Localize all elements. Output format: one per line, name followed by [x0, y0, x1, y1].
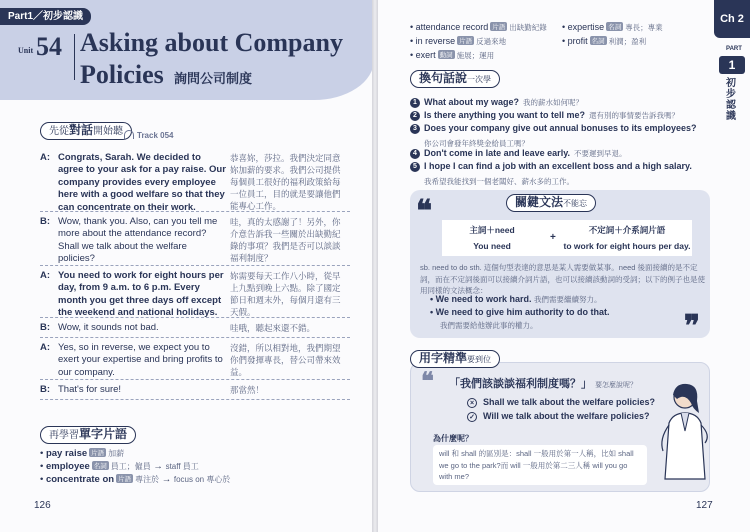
pos-tag: 片語 — [91, 450, 105, 457]
pattern-row-1: You need — [473, 241, 511, 251]
grammar-box — [410, 190, 710, 343]
dialog-line — [40, 340, 350, 380]
unit-number: 54 — [36, 32, 62, 61]
vocab-item: • concentrate on 片語 專注於 → focus on 專心於 — [40, 474, 231, 485]
tip-option-text: Will we talk about the welfare policies? — [483, 411, 650, 421]
audio-track[interactable] — [124, 130, 173, 140]
cross-icon: × — [467, 398, 477, 408]
side-part-zh: 初步認識 — [726, 78, 736, 122]
example-en: We need to work hard. — [435, 294, 532, 304]
why-explanation: will 和 shall 的區別是：shall 一般用於第一人稱，比如 shall we go to the park?而 will 一般用於第二三人稱 will you go with me? — [433, 445, 647, 485]
alt-en: Does your company give out annual bonuses to its employees? — [424, 123, 697, 133]
alt-zh: 你公司會發年終獎金給員工嗎？ — [424, 139, 529, 148]
grammar-section-suffix: 不能忘 — [563, 199, 588, 208]
tip-section-pill — [410, 350, 500, 368]
tip-section-suffix: 要到位 — [467, 355, 492, 364]
pattern-head-2: 不定詞＋介系詞片語 — [588, 225, 666, 235]
vocab-related: staff 員工 — [165, 462, 199, 471]
vocab-item: • employee 名詞 員工；僱員 → staff 員工 — [40, 461, 199, 472]
dialog-line — [40, 382, 350, 400]
speaker: B: — [40, 322, 51, 333]
quote-close-icon: ❞ — [683, 310, 700, 343]
vocab-meaning: 專長；專業 — [625, 23, 663, 32]
vocab-meaning: 出缺勤紀錄 — [509, 23, 547, 32]
unit-label: Unit — [18, 46, 34, 55]
dialog-section-pill — [40, 122, 132, 140]
alt-en: Is there anything you want to tell me? — [424, 110, 586, 120]
vocab-word: concentrate on — [45, 474, 115, 485]
vocab-related: focus on 專心於 — [173, 475, 231, 484]
dialog-line — [40, 320, 350, 338]
pattern-head-1: 主詞＋need — [469, 225, 515, 235]
unit-title-zh: 詢問公司制度 — [174, 71, 253, 86]
part-tab: Part1／初步認識 — [0, 8, 91, 25]
plus-sign: + — [550, 232, 556, 243]
vocab-item: • profit 名詞 利潤；盈利 — [562, 36, 647, 46]
dialog-en: Congrats, Sarah. We decided to agree to your ask for a pay raise. Our company provides every employee here with a good welfare so that they can concentrate on their work. — [58, 152, 226, 213]
alt-en: I hope I can find a job with an excellent boss and a high salary. — [424, 161, 692, 171]
tip-section-emph: 用字精準 — [419, 351, 468, 365]
example-zh: 我們需要繼續努力。 — [534, 295, 602, 304]
vocab-meaning: 反過來地 — [476, 37, 507, 46]
dialog-en: You need to work for eight hours per day, from 9 a.m. to 6 p.m. Every month you get three days off except the weekend and national holidays. — [58, 270, 224, 319]
vocab-item: • pay raise 片語 加薪 — [40, 448, 125, 459]
alt-section-suffix: 一次學 — [467, 75, 492, 84]
grammar-example: • We need to work hard. 我們需要繼續努力。 — [430, 294, 602, 304]
dialog-line — [40, 268, 350, 318]
left-page — [0, 0, 374, 532]
pattern-row-2: to work for eight hours per day. — [563, 241, 691, 251]
quote-icon: ❝ — [421, 369, 434, 395]
vocab-section-pill — [40, 426, 136, 444]
alt-section-emph: 換句話說 — [419, 71, 468, 85]
unit-title-line1: Asking about Company — [80, 28, 343, 57]
dialog-line — [40, 150, 350, 212]
tip-question-text: 「我們該談談福利制度嗎？」 — [449, 378, 592, 390]
pos-tag: 名詞 — [608, 24, 622, 31]
grammar-example: • We need to give him authority to do that. — [430, 307, 610, 317]
vocab-word: exert — [415, 50, 436, 60]
dialog-section-emph: 對話 — [69, 123, 94, 137]
dialog-zh: 恭喜妳，莎拉。我們決定同意妳加薪的要求。我們公司提供每個員工很好的福利政策給每一位員工，目的就是要讓他們能專心工作。 — [230, 153, 341, 211]
grammar-section-pill — [506, 194, 596, 212]
dialog-zh: 哇，真的太感謝了！另外，你介意告訴我一些關於出缺勤紀錄的事項？我們是否可以談談福利制度？ — [230, 217, 341, 263]
vocab-meaning: 施展；運用 — [456, 51, 495, 60]
speaker: A: — [40, 342, 51, 353]
alt-en: What about my wage? — [424, 97, 520, 107]
check-icon: ✓ — [467, 412, 477, 422]
dialog-section-prefix: 先從 — [49, 126, 69, 137]
side-part-number: 1 — [719, 56, 745, 74]
pos-tag: 名詞 — [93, 463, 107, 470]
speaker: A: — [40, 152, 51, 163]
headphone-icon — [124, 130, 134, 139]
example-en: We need to give him authority to do that. — [435, 307, 610, 317]
vocab-word: profit — [567, 36, 588, 46]
why-label: 為什麼呢？ — [433, 434, 473, 443]
alt-expression — [410, 156, 710, 187]
pos-tag: 動詞 — [439, 52, 453, 59]
pos-tag: 名詞 — [591, 38, 605, 45]
dialog-line — [40, 214, 350, 266]
dialog-en: Yes, so in reverse, we expect you to exert your expertise and bring profits to our company. — [58, 342, 223, 378]
tip-question-hint: 要怎麼說呢？ — [595, 382, 638, 389]
grammar-explanation: sb. need to do sth. 這個句型表達的意思是某人需要做某事。need 後面接續的是不定詞，而在不定詞後面可以接續介詞片語，也可以接續該動詞的受詞；以下的例子也是使用同樣的文法概念： — [420, 263, 705, 295]
alt-zh: 我的薪水如何呢？ — [523, 98, 584, 107]
pos-tag: 片語 — [492, 24, 506, 31]
example-zh: 我們需要給他辦此事的權力。 — [440, 321, 538, 330]
vocab-item: • expertise 名詞 專長；專業 — [562, 22, 663, 32]
alt-section-pill — [410, 70, 500, 88]
alt-zh: 我希望我能找到一個老闆好、薪水多的工作。 — [424, 177, 574, 186]
track-label: Track 054 — [137, 131, 174, 140]
pos-tag: 片語 — [118, 476, 132, 483]
alt-en: Don't come in late and leave early. — [424, 148, 571, 158]
vocab-word: employee — [45, 461, 90, 472]
vocab-section-emph: 單字片語 — [79, 427, 128, 441]
vocab-item: • exert 動詞 施展；運用 — [410, 50, 495, 60]
item-number: 5 — [410, 162, 420, 172]
item-number: 2 — [410, 111, 420, 121]
dialog-en: Wow, thank you. Also, can you tell me more about the attendance record? Shall we talk about the welfare policies? — [58, 216, 218, 265]
item-number: 1 — [410, 98, 420, 108]
page-number-right: 127 — [696, 500, 713, 511]
speaker: B: — [40, 216, 51, 227]
vocab-meaning: 利潤；盈利 — [608, 37, 647, 46]
pos-tag: 片語 — [459, 38, 473, 45]
tip-option-correct — [467, 411, 649, 422]
vocab-meaning: 專注於 — [135, 475, 160, 484]
unit-title-line2: Policies — [80, 60, 164, 89]
grammar-section-emph: 關鍵文法 — [515, 195, 564, 209]
vocab-section-prefix: 再學習 — [49, 430, 79, 441]
vocab-word: attendance record — [415, 22, 489, 32]
tip-box — [410, 362, 710, 492]
item-number: 3 — [410, 124, 420, 134]
vocab-meaning: 加薪 — [108, 449, 125, 458]
vocab-word: expertise — [567, 22, 605, 32]
quote-open-icon: ❝ — [416, 195, 433, 228]
tip-question — [449, 375, 637, 391]
dialog-en: Wow, it sounds not bad. — [58, 322, 159, 333]
vocab-item: • attendance record 片語 出缺勤紀錄 — [410, 22, 547, 32]
speaker: B: — [40, 384, 51, 395]
alt-zh: 不要遲到早退。 — [574, 149, 627, 158]
chapter-tab: Ch 2 — [714, 0, 750, 38]
dialog-zh: 那當然！ — [230, 385, 265, 395]
page-number-left: 126 — [34, 500, 51, 511]
businesswoman-illustration — [655, 379, 715, 493]
dialog-zh: 沒錯，所以相對地，我們期望你們發揮專長，替公司帶來效益。 — [230, 343, 341, 377]
dialog-zh: 哇哦，聽起來還不錯。 — [230, 323, 316, 333]
vocab-meaning: 員工；僱員 — [110, 462, 151, 471]
vocab-word: pay raise — [45, 448, 88, 459]
item-number: 4 — [410, 149, 420, 159]
tip-option-wrong — [467, 397, 655, 408]
tip-option-text: Shall we talk about the welfare policies? — [483, 397, 656, 407]
side-part-label: PART — [726, 46, 742, 52]
speaker: A: — [40, 270, 51, 281]
right-page — [376, 0, 750, 532]
dialog-en: That's for sure! — [58, 384, 122, 395]
dialog-section-suffix: 開始聽 — [93, 126, 124, 137]
alt-zh: 還有別的事情要告訴我嗎？ — [589, 111, 680, 120]
dialog-zh: 妳需要每天工作八小時，從早上九點到晚上六點。除了國定節日和週末外，每個月還有三天假。 — [230, 271, 341, 317]
book-gutter — [372, 0, 378, 532]
vocab-word: in reverse — [415, 36, 456, 46]
grammar-pattern-table — [442, 220, 692, 256]
vocab-item: • in reverse 片語 反過來地 — [410, 36, 507, 46]
unit-divider — [74, 34, 75, 80]
